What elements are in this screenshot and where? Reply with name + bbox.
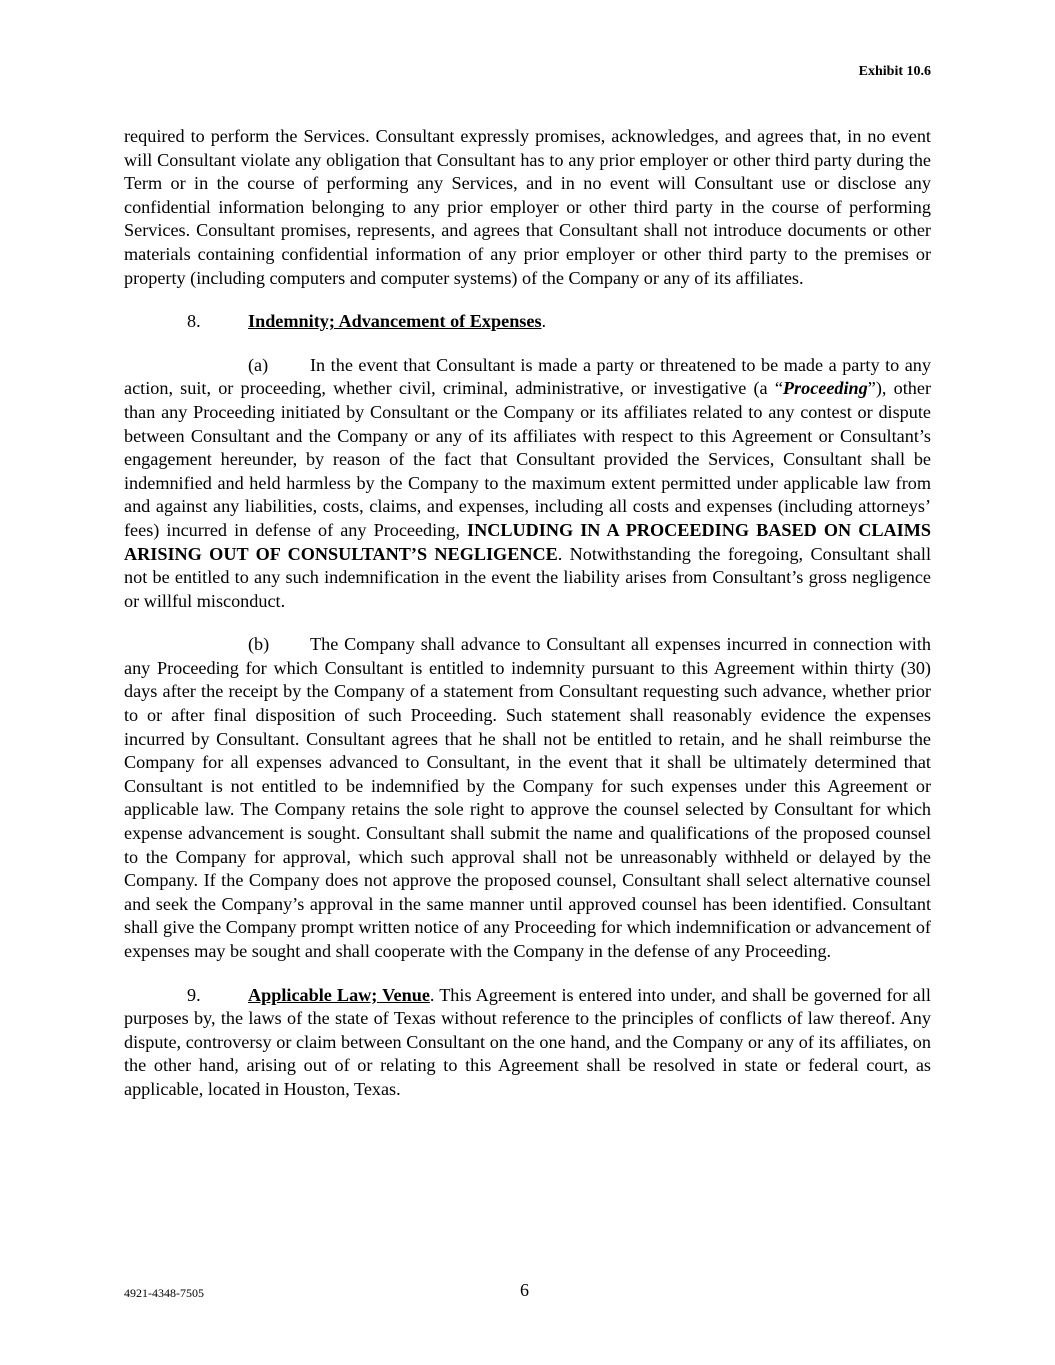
defined-term-proceeding: Proceeding	[782, 378, 868, 399]
negligence-caps-clause: INCLUDING IN A PROCEEDING BASED ON CLAIMS ARISING OUT OF CONSULTANT’S NEGLIGENCE	[124, 519, 931, 564]
page-number: 6	[520, 1280, 529, 1300]
document-body	[124, 125, 931, 1122]
section-9-number: 9.	[187, 984, 201, 1005]
section-9-text: . This Agreement is entered into under, and shall be governed for all purposes by, the laws of the state of Texas without reference to the principles of conflicts of law thereof. Any dispute, controversy or claim between Consultant on the one hand, and the Company or any of its affiliates, on the other hand, arising out of or relating to this Agreement shall be resolved in state or federal court, as applicable, located in Houston, Texas.	[124, 984, 931, 1099]
section-8b-paragraph	[124, 633, 931, 963]
section-8a-label: (a)	[248, 354, 269, 375]
section-8-title: Indemnity; Advancement of Expenses	[248, 311, 542, 332]
section-8a-text-3: . Notwithstanding the foregoing, Consultant shall not be entitled to any such indemnification in the event the liability arises from Consultant’s gross negligence or willful misconduct.	[124, 543, 931, 611]
section-8-heading	[124, 310, 931, 334]
section-8a-paragraph	[124, 354, 931, 614]
section-8-number: 8.	[187, 311, 201, 332]
section-8a-text-2: ”), other than any Proceeding initiated by Consultant or the Company or its affiliates related to any contest or dispute between Consultant and the Company or any of its affiliates with respect to this Agreement or Consultant’s engagement hereunder, by reason of the fact that Consultant provided the Services, Consultant shall be indemnified and held harmless by the Company to the maximum extent permitted under applicable law from and against any liabilities, costs, claims, and expenses, including all costs and expenses (including attorneys’ fees) incurred in defense of any Proceeding,	[124, 378, 932, 540]
document-id: 4921-4348-7505	[124, 1286, 204, 1300]
continuation-paragraph: required to perform the Services. Consultant expressly promises, acknowledges, and agrees that, in no event will Consultant violate any obligation that Consultant has to any prior employer or other third party during the Term or in the course of performing any Services, and in no event will Consultant use or disclose any confidential information belonging to any prior employer or other third party in the course of performing Services. Consultant promises, represents, and agrees that Consultant shall not introduce documents or other materials containing confidential information of any prior employer or other third party to the premises or property (including computers and computer systems) of the Company or any of its affiliates.	[124, 126, 931, 288]
section-8b-text: The Company shall advance to Consultant all expenses incurred in connection with any Proceeding for which Consultant is entitled to indemnity pursuant to this Agreement within thirty (30) days after the receipt by the Company of a statement from Consultant requesting such advance, whether prior to or after final disposition of such Proceeding. Such statement shall reasonably evidence the expenses incurred by Consultant. Consultant agrees that he shall not be entitled to retain, and he shall reimburse the Company for all expenses advanced to Consultant, in the event that it shall be ultimately determined that Consultant is not entitled to be indemnified by the Company for such expenses under this Agreement or applicable law. The Company retains the sole right to approve the counsel selected by Consultant for which expense advancement is sought. Consultant shall submit the name and qualifications of the proposed counsel to the Company for approval, which such approval shall not be unreasonably withheld or delayed by the Company. If the Company does not approve the proposed counsel, Consultant shall select alternative counsel and seek the Company’s approval in the same manner until approved counsel has been identified. Consultant shall give the Company prompt written notice of any Proceeding for which indemnification or advancement of expenses may be sought and shall cooperate with the Company in the defense of any Proceeding.	[124, 634, 931, 961]
exhibit-label: Exhibit 10.6	[858, 64, 931, 79]
section-8-title-period: .	[541, 311, 547, 332]
section-8a-text-1: In the event that Consultant is made a party or threatened to be made a party to any action, suit, or proceeding, whether civil, criminal, administrative, or investigative (a “	[124, 354, 931, 399]
section-9-title: Applicable Law; Venue	[248, 984, 430, 1005]
section-8b-label: (b)	[248, 634, 270, 655]
section-9-paragraph	[124, 984, 931, 1102]
